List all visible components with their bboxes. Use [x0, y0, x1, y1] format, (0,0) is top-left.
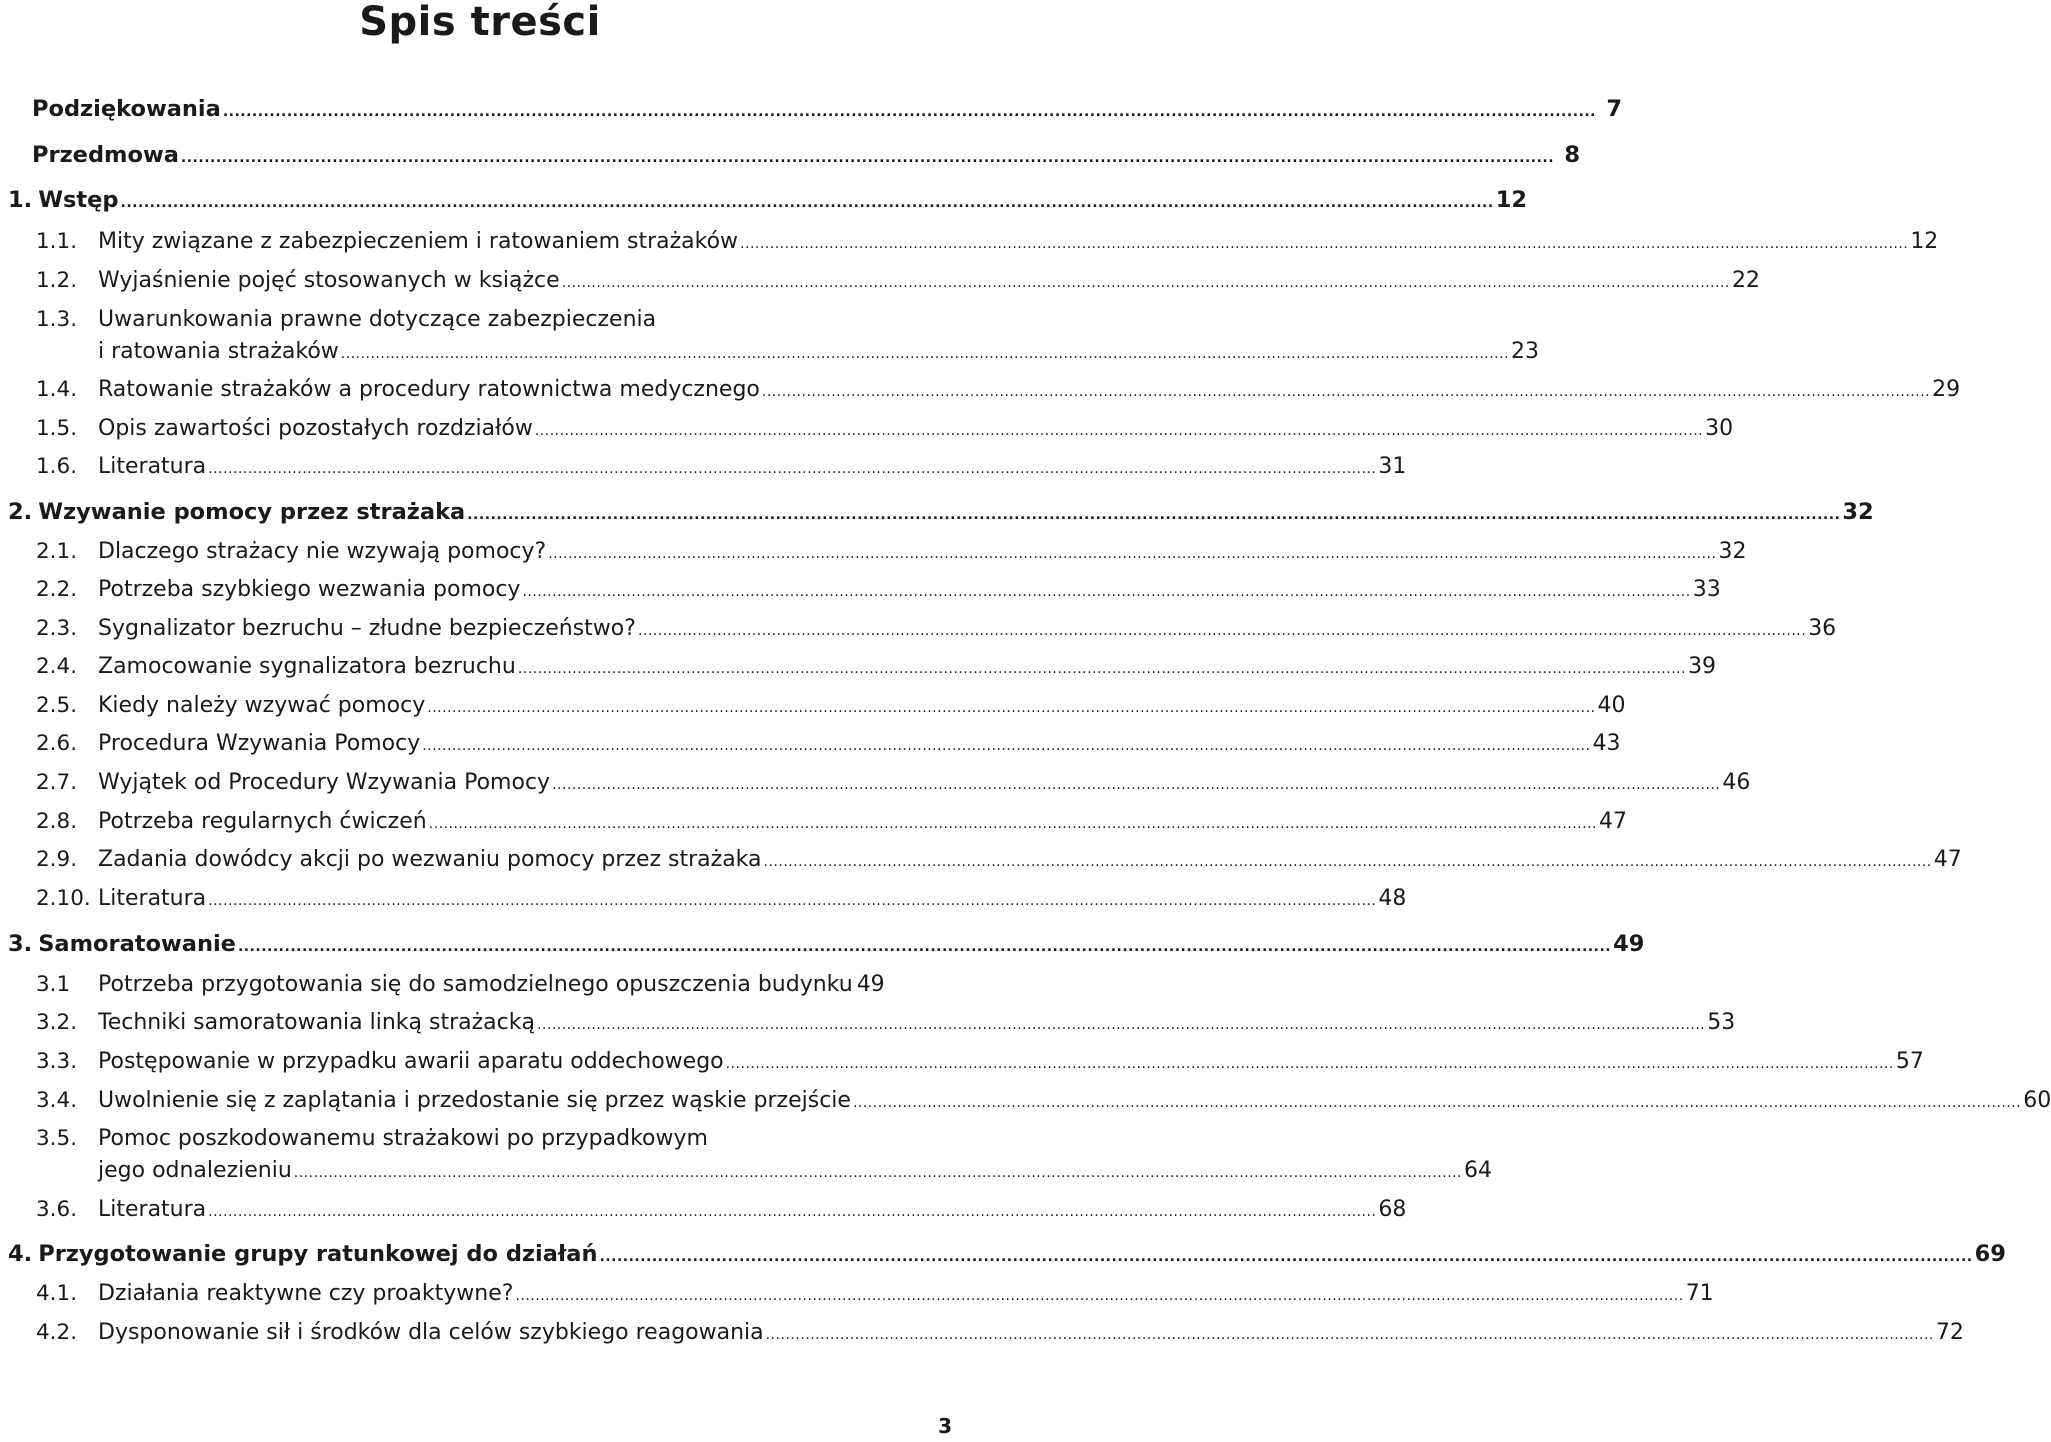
dot-leader [548, 547, 1716, 570]
dot-leader [467, 508, 1840, 531]
entry-number: 2.8. [36, 808, 78, 834]
entry-number: 1.6. [36, 453, 78, 479]
entry-label: i ratowania strażaków [98, 338, 339, 364]
dot-leader [429, 817, 1597, 840]
entry-page: 57 [1895, 1048, 1924, 1074]
dot-leader [515, 1289, 1683, 1312]
dot-leader [422, 739, 1590, 762]
entry-number: 3.3. [36, 1048, 78, 1074]
entry-number: 2.7. [36, 769, 78, 795]
entry-label: Dysponowanie sił i środków dla celów szybkiego reagowania [98, 1319, 764, 1345]
page-title: Spis treści [359, 0, 601, 45]
entry-label: Mity związane z zabezpieczeniem i ratowaniem strażaków [98, 228, 739, 254]
entry-page: 49 [856, 971, 885, 997]
entry-number: 4. [8, 1241, 33, 1267]
toc-section-3-4[interactable] [0, 1081, 2051, 1119]
dot-leader [522, 585, 1690, 608]
toc-section-3-6[interactable] [0, 1190, 1407, 1228]
entry-page: 32 [1842, 499, 1874, 525]
entry-number: 1. [8, 187, 33, 213]
entry-label: Uwolnienie się z zaplątania i przedostanie się przez wąskie przejście [98, 1087, 851, 1113]
toc-section-2-7[interactable] [0, 763, 1751, 801]
entry-label: Opis zawartości pozostałych rozdziałów [98, 415, 533, 441]
dot-leader [535, 424, 1703, 447]
entry-page: 43 [1592, 730, 1621, 756]
toc-chapter-4[interactable] [0, 1235, 2006, 1273]
entry-label: Literatura [98, 885, 207, 911]
dot-leader [537, 1018, 1705, 1041]
entry-number: 3.2. [36, 1009, 78, 1035]
dot-leader [427, 701, 1595, 724]
toc-section-1-4[interactable] [0, 370, 1961, 408]
toc-entry-preface[interactable] [0, 136, 1581, 174]
entry-label: Ratowanie strażaków a procedury ratownictwa medycznego [98, 376, 760, 402]
entry-page: 40 [1597, 692, 1626, 718]
dot-leader [740, 237, 1908, 260]
entry-page: 53 [1707, 1009, 1736, 1035]
dot-leader [341, 347, 1509, 370]
entry-page: 8 [1564, 142, 1581, 168]
entry-label: Zadania dowódcy akcji po wezwaniu pomocy przez strażaka [98, 846, 762, 872]
entry-label: Procedura Wzywania Pomocy [98, 730, 421, 756]
entry-label: Uwarunkowania prawne dotyczące zabezpieczenia [98, 306, 657, 332]
dot-leader [518, 662, 1686, 685]
entry-page: 71 [1685, 1280, 1714, 1306]
entry-page: 22 [1731, 267, 1760, 293]
toc-section-4-2[interactable] [0, 1313, 1964, 1351]
entry-page: 69 [1974, 1241, 2006, 1267]
toc-chapter-1[interactable] [0, 181, 1527, 219]
dot-leader [121, 196, 1494, 219]
entry-number: 2.2. [36, 576, 78, 602]
dot-leader [762, 385, 1930, 408]
toc-section-3-2[interactable] [0, 1003, 1736, 1041]
entry-number: 3.6. [36, 1196, 78, 1222]
dot-leader [726, 1057, 1894, 1080]
entry-number: 3.4. [36, 1087, 78, 1113]
dot-leader [223, 105, 1596, 128]
toc-section-3-1[interactable] [0, 965, 960, 1003]
toc-section-1-3-continued[interactable] [0, 332, 1540, 370]
entry-number: 2.6. [36, 730, 78, 756]
toc-section-1-2[interactable] [0, 261, 1760, 299]
entry-number: 2.3. [36, 615, 78, 641]
entry-page: 39 [1688, 653, 1717, 679]
entry-page: 30 [1705, 415, 1734, 441]
entry-label: Wyjaśnienie pojęć stosowanych w książce [98, 267, 560, 293]
entry-label: Potrzeba szybkiego wezwania pomocy [98, 576, 521, 602]
entry-label: Techniki samoratowania linką strażacką [98, 1009, 535, 1035]
dot-leader [294, 1166, 1462, 1189]
entry-label: Działania reaktywne czy proaktywne? [98, 1280, 514, 1306]
entry-number: 2.5. [36, 692, 78, 718]
entry-label: Dlaczego strażacy nie wzywają pomocy? [98, 538, 547, 564]
entry-label: Samoratowanie [38, 931, 236, 957]
entry-page: 68 [1378, 1196, 1407, 1222]
toc-section-1-5[interactable] [0, 409, 1734, 447]
entry-page: 7 [1606, 96, 1622, 122]
entry-label: Przedmowa [32, 142, 179, 168]
entry-number: 3. [8, 931, 33, 957]
entry-page: 29 [1932, 376, 1961, 402]
entry-number: 2. [8, 499, 33, 525]
toc-section-2-5[interactable] [0, 686, 1626, 724]
dot-leader [238, 940, 1611, 963]
entry-label: Zamocowanie sygnalizatora bezruchu [98, 653, 516, 679]
entry-page: 46 [1722, 769, 1751, 795]
entry-number: 1.4. [36, 376, 78, 402]
entry-label: Pomoc poszkodowanemu strażakowi po przypadkowym [98, 1125, 708, 1151]
entry-page: 72 [1935, 1319, 1964, 1345]
entry-page: 12 [1495, 187, 1527, 213]
entry-number: 1.1. [36, 228, 78, 254]
entry-number: 2.4. [36, 653, 78, 679]
toc-entry-acknowledgements[interactable] [0, 90, 1622, 128]
entry-number: 4.1. [36, 1280, 78, 1306]
entry-page: 60 [2023, 1087, 2051, 1113]
entry-label: Potrzeba regularnych ćwiczeń [98, 808, 427, 834]
entry-number: 2.9. [36, 846, 78, 872]
dot-leader [208, 1205, 1376, 1228]
toc-section-3-3[interactable] [0, 1042, 1924, 1080]
toc-chapter-3[interactable] [0, 925, 1645, 963]
entry-page: 23 [1511, 338, 1540, 364]
entry-page: 47 [1933, 846, 1962, 872]
toc-section-2-4[interactable] [0, 647, 1717, 685]
entry-page: 48 [1378, 885, 1407, 911]
entry-label: Podziękowania [32, 96, 221, 122]
toc-section-2-6[interactable] [0, 724, 1621, 762]
dot-leader [208, 462, 1376, 485]
entry-page: 33 [1692, 576, 1721, 602]
entry-page: 49 [1613, 931, 1645, 957]
toc-section-2-9[interactable] [0, 840, 1962, 878]
toc-chapter-2[interactable] [0, 493, 1874, 531]
dot-leader [599, 1250, 1972, 1273]
entry-label: jego odnalezieniu [98, 1157, 292, 1183]
entry-number: 1.5. [36, 415, 78, 441]
page-number: 3 [938, 1414, 952, 1438]
toc-section-2-10[interactable] [0, 879, 1407, 917]
entry-label: Wzywanie pomocy przez strażaka [38, 499, 466, 525]
entry-label: Kiedy należy wzywać pomocy [98, 692, 426, 718]
toc-section-4-1[interactable] [0, 1274, 1714, 1312]
entry-page: 36 [1808, 615, 1837, 641]
toc-section-2-1[interactable] [0, 532, 1747, 570]
dot-leader [764, 855, 1932, 878]
entry-label: Przygotowanie grupy ratunkowej do działań [38, 1241, 598, 1267]
dot-leader [853, 1096, 2021, 1119]
toc-section-1-1[interactable] [0, 222, 1939, 260]
dot-leader [181, 151, 1554, 174]
dot-leader [562, 276, 1730, 299]
entry-page: 64 [1464, 1157, 1493, 1183]
toc-section-2-8[interactable] [0, 802, 1627, 840]
entry-label: Literatura [98, 453, 207, 479]
entry-number: 2.1. [36, 538, 78, 564]
toc-section-3-5-continued[interactable] [0, 1151, 1493, 1189]
dot-leader [638, 624, 1806, 647]
entry-label: Literatura [98, 1196, 207, 1222]
toc-section-2-3[interactable] [0, 609, 1837, 647]
entry-label: Sygnalizator bezruchu – złudne bezpieczeństwo? [98, 615, 636, 641]
dot-leader [766, 1328, 1934, 1351]
entry-number: 4.2. [36, 1319, 78, 1345]
dot-leader [552, 778, 1720, 801]
entry-number: 1.2. [36, 267, 78, 293]
entry-label: Wstęp [38, 187, 119, 213]
entry-page: 32 [1718, 538, 1747, 564]
entry-label: Wyjątek od Procedury Wzywania Pomocy [98, 769, 551, 795]
entry-number: 3.1 [36, 971, 71, 997]
entry-page: 31 [1378, 453, 1407, 479]
dot-leader [208, 894, 1376, 917]
toc-section-2-2[interactable] [0, 570, 1721, 608]
entry-number: 3.5. [36, 1125, 78, 1151]
entry-number: 1.3. [36, 306, 78, 332]
toc-section-1-6[interactable] [0, 447, 1407, 485]
entry-page: 47 [1598, 808, 1627, 834]
entry-page: 12 [1910, 228, 1939, 254]
entry-number: 2.10. [36, 885, 91, 911]
entry-label: Potrzeba przygotowania się do samodzielnego opuszczenia budynku [98, 971, 853, 997]
entry-label: Postępowanie w przypadku awarii aparatu oddechowego [98, 1048, 724, 1074]
